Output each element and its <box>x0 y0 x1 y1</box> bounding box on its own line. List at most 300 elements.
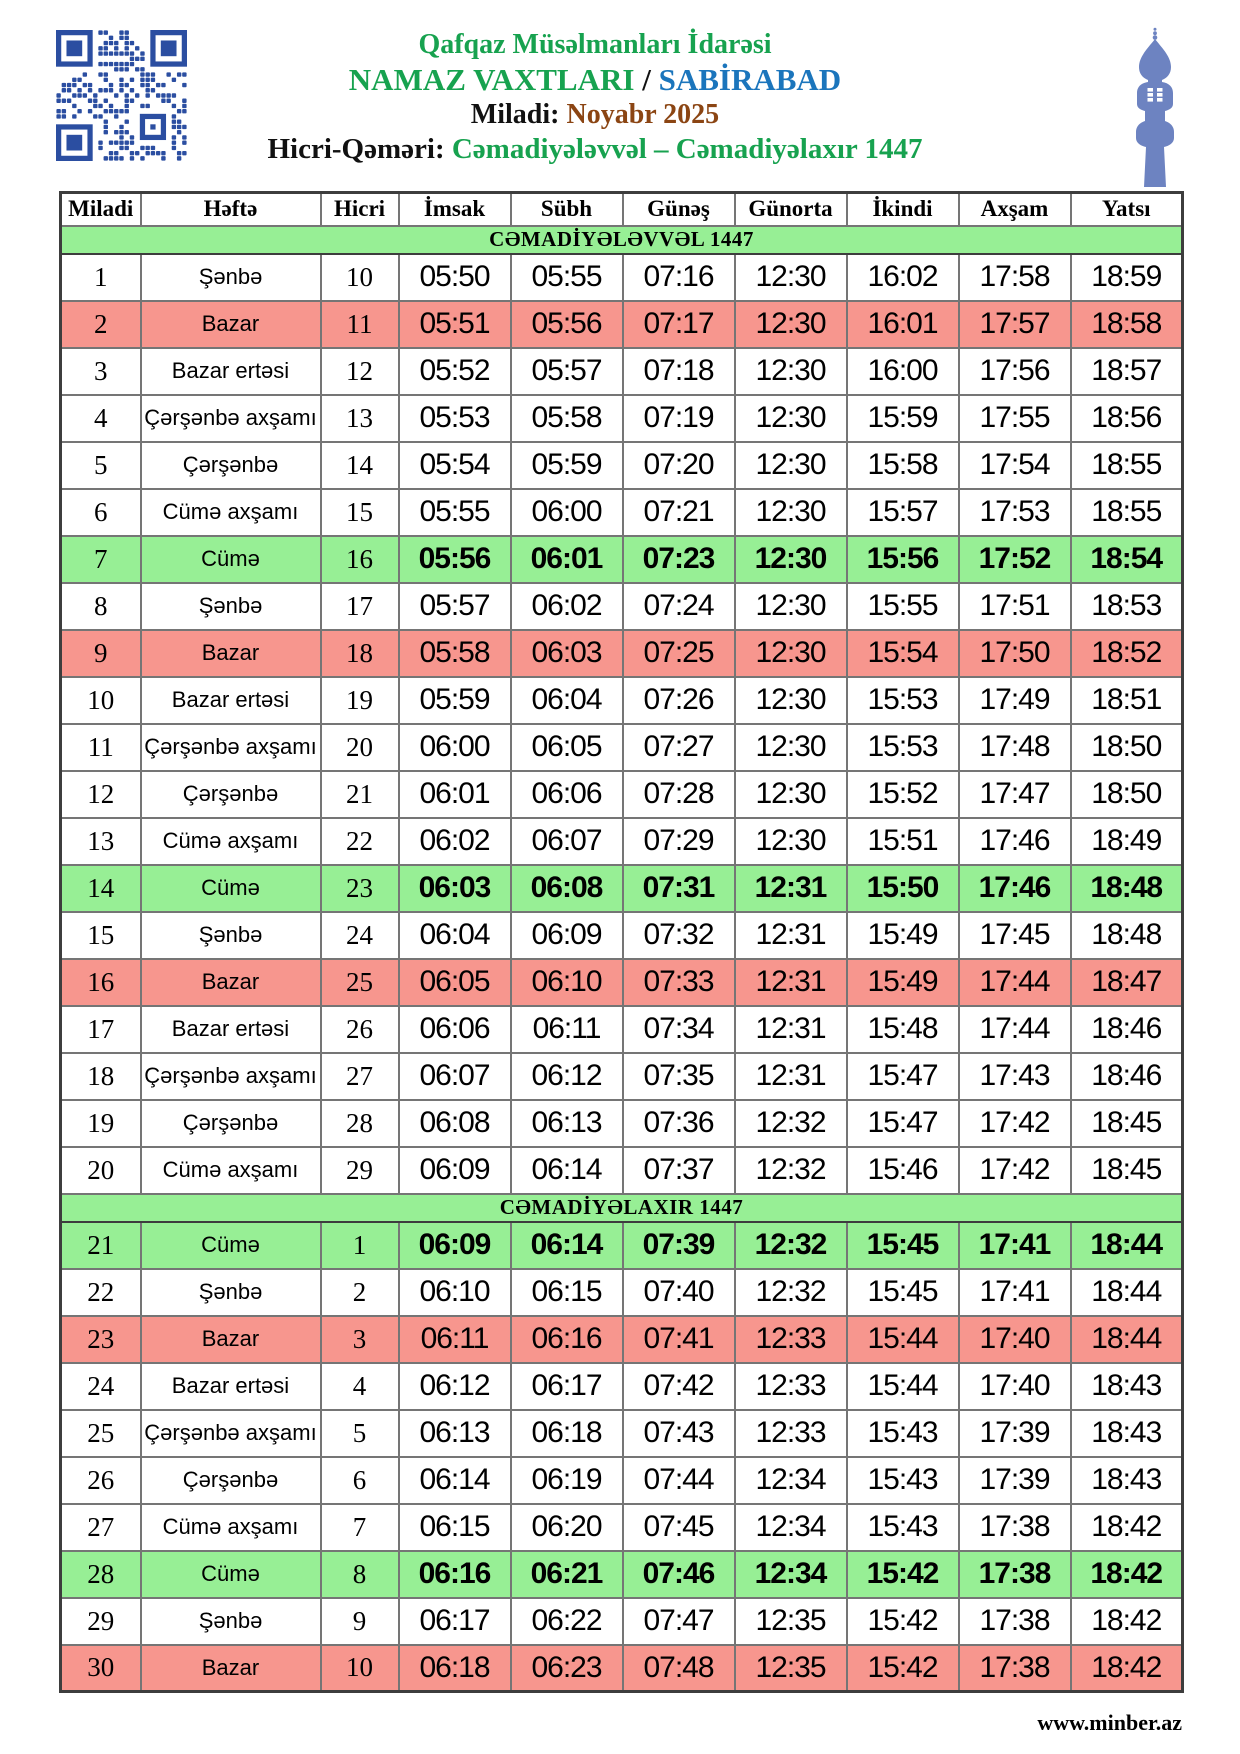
table-row <box>61 1551 1183 1598</box>
yatsi-cell: 18:51 <box>1071 677 1183 724</box>
ikindi-cell: 15:49 <box>847 959 959 1006</box>
day-cell: Bazar <box>141 1316 321 1363</box>
page-header <box>190 28 1000 167</box>
day-cell: Çərşənbə axşamı <box>141 1053 321 1100</box>
axsam-cell: 17:44 <box>959 1006 1071 1053</box>
axsam-cell: 17:47 <box>959 771 1071 818</box>
miladi-cell: 27 <box>61 1504 141 1551</box>
hicri-cell: 25 <box>321 959 399 1006</box>
ikindi-cell: 15:42 <box>847 1551 959 1598</box>
org-title: Qafqaz Müsəlmanları İdarəsi <box>418 29 772 60</box>
axsam-cell: 17:38 <box>959 1504 1071 1551</box>
axsam-cell: 17:51 <box>959 583 1071 630</box>
imsak-cell: 06:18 <box>399 1645 511 1692</box>
hicri-cell: 10 <box>321 1645 399 1692</box>
gunes-cell: 07:40 <box>623 1269 735 1316</box>
hicri-cell: 6 <box>321 1457 399 1504</box>
imsak-cell: 06:06 <box>399 1006 511 1053</box>
ikindi-cell: 16:02 <box>847 254 959 301</box>
yatsi-cell: 18:52 <box>1071 630 1183 677</box>
column-header-5: Günəş <box>623 193 735 226</box>
hicri-cell: 3 <box>321 1316 399 1363</box>
doc-title-line <box>190 62 1000 98</box>
imsak-cell: 05:59 <box>399 677 511 724</box>
section-title: CƏMADİYƏLAXIR 1447 <box>61 1194 1183 1222</box>
subh-cell: 06:23 <box>511 1645 623 1692</box>
day-cell: Cümə axşamı <box>141 1147 321 1194</box>
yatsi-cell: 18:59 <box>1071 254 1183 301</box>
day-cell: Cümə axşamı <box>141 1504 321 1551</box>
hicri-cell: 8 <box>321 1551 399 1598</box>
gunorta-cell: 12:31 <box>735 865 847 912</box>
gunes-cell: 07:29 <box>623 818 735 865</box>
subh-cell: 06:12 <box>511 1053 623 1100</box>
ikindi-cell: 15:53 <box>847 677 959 724</box>
ikindi-cell: 15:42 <box>847 1645 959 1692</box>
gunes-cell: 07:24 <box>623 583 735 630</box>
table-row <box>61 395 1183 442</box>
table-row <box>61 959 1183 1006</box>
table-row <box>61 912 1183 959</box>
yatsi-cell: 18:42 <box>1071 1598 1183 1645</box>
imsak-cell: 06:12 <box>399 1363 511 1410</box>
hicri-cell: 24 <box>321 912 399 959</box>
axsam-cell: 17:40 <box>959 1316 1071 1363</box>
ikindi-cell: 15:56 <box>847 536 959 583</box>
miladi-cell: 7 <box>61 536 141 583</box>
subh-cell: 06:18 <box>511 1410 623 1457</box>
miladi-cell: 22 <box>61 1269 141 1316</box>
gunorta-cell: 12:33 <box>735 1410 847 1457</box>
ikindi-cell: 15:46 <box>847 1147 959 1194</box>
day-cell: Bazar ertəsi <box>141 1006 321 1053</box>
table-row <box>61 1457 1183 1504</box>
axsam-cell: 17:40 <box>959 1363 1071 1410</box>
imsak-cell: 05:53 <box>399 395 511 442</box>
prayer-table-body <box>61 226 1183 1692</box>
miladi-cell: 5 <box>61 442 141 489</box>
yatsi-cell: 18:50 <box>1071 724 1183 771</box>
hicri-cell: 4 <box>321 1363 399 1410</box>
table-row <box>61 348 1183 395</box>
gunorta-cell: 12:34 <box>735 1504 847 1551</box>
table-row <box>61 630 1183 677</box>
imsak-cell: 05:58 <box>399 630 511 677</box>
miladi-cell: 1 <box>61 254 141 301</box>
hicri-cell: 27 <box>321 1053 399 1100</box>
axsam-cell: 17:42 <box>959 1147 1071 1194</box>
miladi-cell: 12 <box>61 771 141 818</box>
yatsi-cell: 18:57 <box>1071 348 1183 395</box>
table-row <box>61 1316 1183 1363</box>
imsak-cell: 06:14 <box>399 1457 511 1504</box>
table-row <box>61 1598 1183 1645</box>
table-row <box>61 818 1183 865</box>
doc-title: NAMAZ VAXTLARI <box>348 62 635 97</box>
ikindi-cell: 15:57 <box>847 489 959 536</box>
table-row <box>61 865 1183 912</box>
axsam-cell: 17:58 <box>959 254 1071 301</box>
miladi-cell: 11 <box>61 724 141 771</box>
miladi-cell: 6 <box>61 489 141 536</box>
gunes-cell: 07:47 <box>623 1598 735 1645</box>
subh-cell: 06:09 <box>511 912 623 959</box>
gunes-cell: 07:45 <box>623 1504 735 1551</box>
imsak-cell: 06:10 <box>399 1269 511 1316</box>
yatsi-cell: 18:42 <box>1071 1645 1183 1692</box>
ikindi-cell: 15:48 <box>847 1006 959 1053</box>
yatsi-cell: 18:54 <box>1071 536 1183 583</box>
hicri-cell: 5 <box>321 1410 399 1457</box>
imsak-cell: 06:03 <box>399 865 511 912</box>
section-header-row <box>61 226 1183 254</box>
miladi-label: Miladi: <box>470 99 560 130</box>
section-title: CƏMADİYƏLƏVVƏL 1447 <box>61 226 1183 254</box>
column-header-row <box>61 193 1183 226</box>
subh-cell: 06:20 <box>511 1504 623 1551</box>
subh-cell: 06:22 <box>511 1598 623 1645</box>
table-row <box>61 1363 1183 1410</box>
axsam-cell: 17:39 <box>959 1457 1071 1504</box>
day-cell: Şənbə <box>141 1598 321 1645</box>
miladi-cell: 24 <box>61 1363 141 1410</box>
ikindi-cell: 15:43 <box>847 1457 959 1504</box>
yatsi-cell: 18:48 <box>1071 912 1183 959</box>
hicri-cell: 16 <box>321 536 399 583</box>
ikindi-cell: 15:43 <box>847 1410 959 1457</box>
imsak-cell: 06:09 <box>399 1147 511 1194</box>
day-cell: Cümə <box>141 1551 321 1598</box>
gunes-cell: 07:26 <box>623 677 735 724</box>
hicri-cell: 29 <box>321 1147 399 1194</box>
column-header-4: Sübh <box>511 193 623 226</box>
yatsi-cell: 18:45 <box>1071 1100 1183 1147</box>
column-header-7: İkindi <box>847 193 959 226</box>
gunorta-cell: 12:35 <box>735 1645 847 1692</box>
ikindi-cell: 15:53 <box>847 724 959 771</box>
hicri-cell: 12 <box>321 348 399 395</box>
ikindi-cell: 15:54 <box>847 630 959 677</box>
table-row <box>61 677 1183 724</box>
day-cell: Cümə <box>141 865 321 912</box>
miladi-cell: 29 <box>61 1598 141 1645</box>
subh-cell: 06:17 <box>511 1363 623 1410</box>
yatsi-cell: 18:56 <box>1071 395 1183 442</box>
imsak-cell: 06:15 <box>399 1504 511 1551</box>
miladi-cell: 19 <box>61 1100 141 1147</box>
ikindi-cell: 15:50 <box>847 865 959 912</box>
table-row <box>61 1100 1183 1147</box>
gunes-cell: 07:48 <box>623 1645 735 1692</box>
miladi-cell: 8 <box>61 583 141 630</box>
ikindi-cell: 15:43 <box>847 1504 959 1551</box>
axsam-cell: 17:50 <box>959 630 1071 677</box>
gunes-cell: 07:17 <box>623 301 735 348</box>
miladi-cell: 16 <box>61 959 141 1006</box>
subh-cell: 06:08 <box>511 865 623 912</box>
miladi-cell: 20 <box>61 1147 141 1194</box>
axsam-cell: 17:52 <box>959 536 1071 583</box>
axsam-cell: 17:42 <box>959 1100 1071 1147</box>
miladi-cell: 10 <box>61 677 141 724</box>
gunes-cell: 07:34 <box>623 1006 735 1053</box>
column-header-6: Günorta <box>735 193 847 226</box>
subh-cell: 05:57 <box>511 348 623 395</box>
imsak-cell: 05:52 <box>399 348 511 395</box>
gunes-cell: 07:43 <box>623 1410 735 1457</box>
subh-cell: 06:06 <box>511 771 623 818</box>
table-row <box>61 442 1183 489</box>
axsam-cell: 17:55 <box>959 395 1071 442</box>
day-cell: Bazar ertəsi <box>141 348 321 395</box>
hicri-label: Hicri-Qəməri: <box>267 133 445 165</box>
miladi-cell: 25 <box>61 1410 141 1457</box>
subh-cell: 06:02 <box>511 583 623 630</box>
gunes-cell: 07:32 <box>623 912 735 959</box>
hicri-cell: 10 <box>321 254 399 301</box>
miladi-cell: 18 <box>61 1053 141 1100</box>
axsam-cell: 17:54 <box>959 442 1071 489</box>
miladi-cell: 4 <box>61 395 141 442</box>
table-row <box>61 1006 1183 1053</box>
imsak-cell: 06:00 <box>399 724 511 771</box>
hicri-cell: 1 <box>321 1222 399 1269</box>
gunorta-cell: 12:30 <box>735 818 847 865</box>
axsam-cell: 17:46 <box>959 818 1071 865</box>
ikindi-cell: 15:42 <box>847 1598 959 1645</box>
gunorta-cell: 12:30 <box>735 630 847 677</box>
subh-cell: 05:56 <box>511 301 623 348</box>
gunes-cell: 07:33 <box>623 959 735 1006</box>
day-cell: Bazar <box>141 630 321 677</box>
miladi-cell: 17 <box>61 1006 141 1053</box>
ikindi-cell: 15:44 <box>847 1316 959 1363</box>
hicri-cell: 2 <box>321 1269 399 1316</box>
imsak-cell: 06:07 <box>399 1053 511 1100</box>
day-cell: Çərşənbə <box>141 442 321 489</box>
table-row <box>61 771 1183 818</box>
ikindi-cell: 15:58 <box>847 442 959 489</box>
gunorta-cell: 12:33 <box>735 1316 847 1363</box>
imsak-cell: 05:50 <box>399 254 511 301</box>
hicri-cell: 18 <box>321 630 399 677</box>
gunorta-cell: 12:30 <box>735 348 847 395</box>
gunes-cell: 07:20 <box>623 442 735 489</box>
day-cell: Çərşənbə <box>141 1457 321 1504</box>
hicri-line <box>190 132 1000 167</box>
imsak-cell: 06:09 <box>399 1222 511 1269</box>
axsam-cell: 17:38 <box>959 1551 1071 1598</box>
miladi-cell: 13 <box>61 818 141 865</box>
footer-site-url: www.minber.az <box>1037 1710 1182 1735</box>
ikindi-cell: 16:00 <box>847 348 959 395</box>
subh-cell: 06:14 <box>511 1222 623 1269</box>
hicri-cell: 20 <box>321 724 399 771</box>
miladi-cell: 21 <box>61 1222 141 1269</box>
column-header-2: Hicri <box>321 193 399 226</box>
table-row <box>61 1053 1183 1100</box>
gunorta-cell: 12:33 <box>735 1363 847 1410</box>
gunorta-cell: 12:35 <box>735 1598 847 1645</box>
gunorta-cell: 12:30 <box>735 677 847 724</box>
gunorta-cell: 12:32 <box>735 1269 847 1316</box>
imsak-cell: 06:17 <box>399 1598 511 1645</box>
hicri-cell: 26 <box>321 1006 399 1053</box>
miladi-cell: 30 <box>61 1645 141 1692</box>
ikindi-cell: 15:44 <box>847 1363 959 1410</box>
gunorta-cell: 12:31 <box>735 912 847 959</box>
miladi-cell: 28 <box>61 1551 141 1598</box>
imsak-cell: 06:11 <box>399 1316 511 1363</box>
gunorta-cell: 12:34 <box>735 1551 847 1598</box>
yatsi-cell: 18:58 <box>1071 301 1183 348</box>
gunorta-cell: 12:31 <box>735 1053 847 1100</box>
city-title: SABİRABAD <box>658 62 842 97</box>
day-cell: Şənbə <box>141 1269 321 1316</box>
ikindi-cell: 15:49 <box>847 912 959 959</box>
gunes-cell: 07:21 <box>623 489 735 536</box>
subh-cell: 06:04 <box>511 677 623 724</box>
ikindi-cell: 15:45 <box>847 1269 959 1316</box>
column-header-3: İmsak <box>399 193 511 226</box>
day-cell: Bazar ertəsi <box>141 1363 321 1410</box>
ikindi-cell: 16:01 <box>847 301 959 348</box>
gunes-cell: 07:35 <box>623 1053 735 1100</box>
minaret-icon <box>1124 27 1186 187</box>
gunorta-cell: 12:30 <box>735 395 847 442</box>
axsam-cell: 17:41 <box>959 1269 1071 1316</box>
imsak-cell: 05:51 <box>399 301 511 348</box>
yatsi-cell: 18:43 <box>1071 1410 1183 1457</box>
table-row <box>61 1645 1183 1692</box>
gunes-cell: 07:37 <box>623 1147 735 1194</box>
gunes-cell: 07:36 <box>623 1100 735 1147</box>
axsam-cell: 17:46 <box>959 865 1071 912</box>
gunorta-cell: 12:30 <box>735 442 847 489</box>
hicri-cell: 9 <box>321 1598 399 1645</box>
subh-cell: 06:00 <box>511 489 623 536</box>
yatsi-cell: 18:50 <box>1071 771 1183 818</box>
imsak-cell: 06:04 <box>399 912 511 959</box>
yatsi-cell: 18:42 <box>1071 1551 1183 1598</box>
yatsi-cell: 18:48 <box>1071 865 1183 912</box>
subh-cell: 05:58 <box>511 395 623 442</box>
miladi-cell: 3 <box>61 348 141 395</box>
axsam-cell: 17:39 <box>959 1410 1071 1457</box>
subh-cell: 06:03 <box>511 630 623 677</box>
miladi-line <box>190 98 1000 132</box>
gunes-cell: 07:39 <box>623 1222 735 1269</box>
hicri-cell: 11 <box>321 301 399 348</box>
column-header-8: Axşam <box>959 193 1071 226</box>
hicri-cell: 13 <box>321 395 399 442</box>
gunes-cell: 07:31 <box>623 865 735 912</box>
imsak-cell: 06:05 <box>399 959 511 1006</box>
axsam-cell: 17:44 <box>959 959 1071 1006</box>
column-header-0: Miladi <box>61 193 141 226</box>
table-row <box>61 583 1183 630</box>
gunes-cell: 07:41 <box>623 1316 735 1363</box>
subh-cell: 06:07 <box>511 818 623 865</box>
miladi-cell: 2 <box>61 301 141 348</box>
ikindi-cell: 15:52 <box>847 771 959 818</box>
miladi-cell: 9 <box>61 630 141 677</box>
yatsi-cell: 18:47 <box>1071 959 1183 1006</box>
subh-cell: 05:59 <box>511 442 623 489</box>
table-row <box>61 1410 1183 1457</box>
subh-cell: 06:11 <box>511 1006 623 1053</box>
table-row <box>61 1504 1183 1551</box>
gunorta-cell: 12:30 <box>735 254 847 301</box>
table-row <box>61 724 1183 771</box>
gunorta-cell: 12:30 <box>735 536 847 583</box>
axsam-cell: 17:38 <box>959 1645 1071 1692</box>
day-cell: Bazar <box>141 301 321 348</box>
hicri-cell: 17 <box>321 583 399 630</box>
day-cell: Çərşənbə <box>141 1100 321 1147</box>
axsam-cell: 17:41 <box>959 1222 1071 1269</box>
column-header-9: Yatsı <box>1071 193 1183 226</box>
day-cell: Cümə axşamı <box>141 489 321 536</box>
gunorta-cell: 12:34 <box>735 1457 847 1504</box>
gunes-cell: 07:19 <box>623 395 735 442</box>
day-cell: Bazar <box>141 1645 321 1692</box>
yatsi-cell: 18:49 <box>1071 818 1183 865</box>
ikindi-cell: 15:59 <box>847 395 959 442</box>
axsam-cell: 17:53 <box>959 489 1071 536</box>
gunorta-cell: 12:30 <box>735 771 847 818</box>
hicri-value: Cəmadiyələvvəl – Cəmadiyəlaxır 1447 <box>451 133 923 165</box>
yatsi-cell: 18:45 <box>1071 1147 1183 1194</box>
gunorta-cell: 12:31 <box>735 1006 847 1053</box>
gunes-cell: 07:46 <box>623 1551 735 1598</box>
yatsi-cell: 18:43 <box>1071 1363 1183 1410</box>
subh-cell: 06:13 <box>511 1100 623 1147</box>
table-row <box>61 254 1183 301</box>
yatsi-cell: 18:46 <box>1071 1053 1183 1100</box>
table-row <box>61 1147 1183 1194</box>
day-cell: Cümə <box>141 1222 321 1269</box>
imsak-cell: 05:54 <box>399 442 511 489</box>
day-cell: Şənbə <box>141 254 321 301</box>
imsak-cell: 06:08 <box>399 1100 511 1147</box>
gunorta-cell: 12:30 <box>735 489 847 536</box>
imsak-cell: 06:13 <box>399 1410 511 1457</box>
day-cell: Şənbə <box>141 912 321 959</box>
ikindi-cell: 15:47 <box>847 1100 959 1147</box>
hicri-cell: 21 <box>321 771 399 818</box>
prayer-table <box>59 191 1184 1693</box>
hicri-cell: 22 <box>321 818 399 865</box>
axsam-cell: 17:56 <box>959 348 1071 395</box>
gunes-cell: 07:28 <box>623 771 735 818</box>
table-row <box>61 489 1183 536</box>
subh-cell: 06:10 <box>511 959 623 1006</box>
gunorta-cell: 12:30 <box>735 301 847 348</box>
yatsi-cell: 18:43 <box>1071 1457 1183 1504</box>
imsak-cell: 05:55 <box>399 489 511 536</box>
gunorta-cell: 12:30 <box>735 583 847 630</box>
subh-cell: 06:21 <box>511 1551 623 1598</box>
axsam-cell: 17:48 <box>959 724 1071 771</box>
gunorta-cell: 12:31 <box>735 959 847 1006</box>
hicri-cell: 19 <box>321 677 399 724</box>
axsam-cell: 17:45 <box>959 912 1071 959</box>
miladi-value: Noyabr 2025 <box>566 99 720 130</box>
ikindi-cell: 15:55 <box>847 583 959 630</box>
table-row <box>61 301 1183 348</box>
gunes-cell: 07:42 <box>623 1363 735 1410</box>
